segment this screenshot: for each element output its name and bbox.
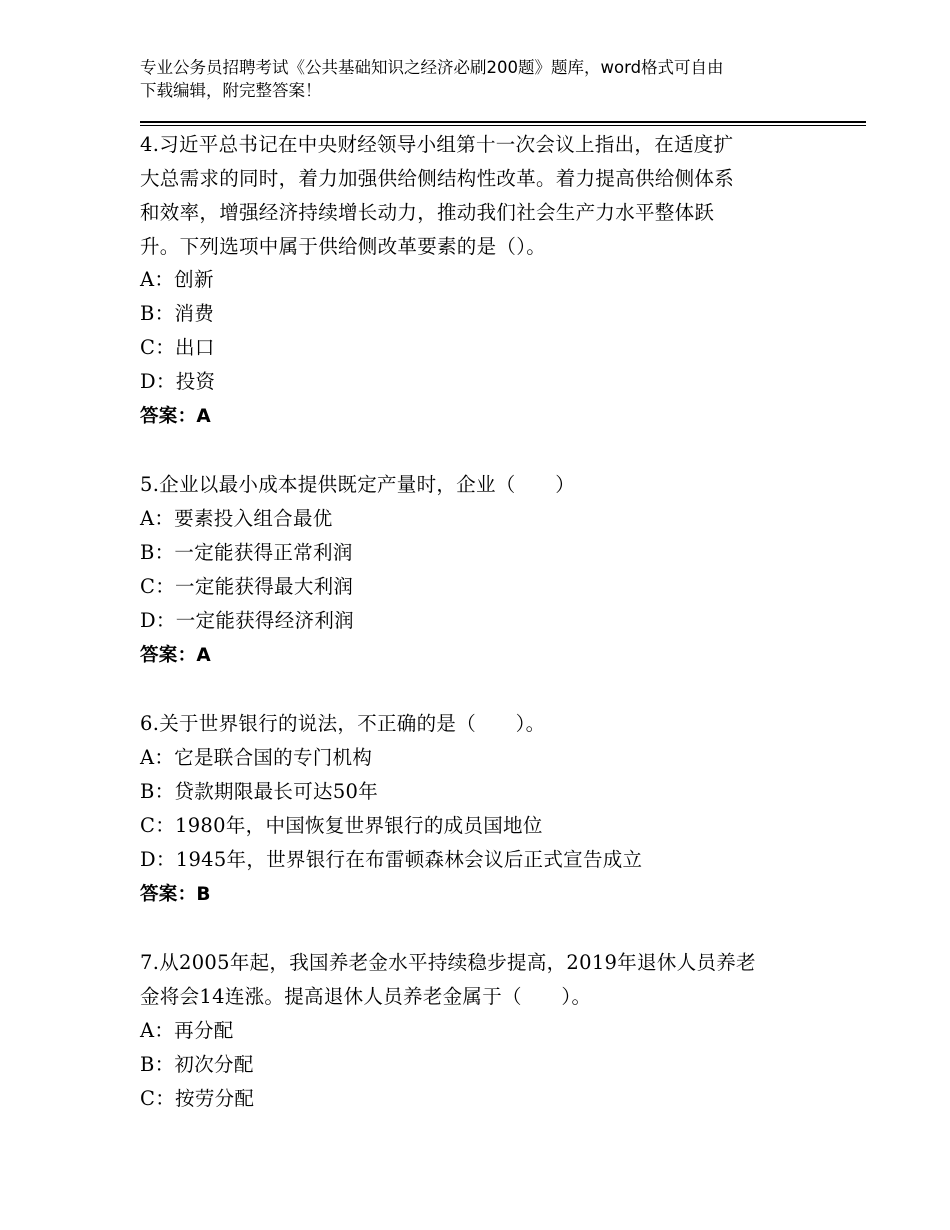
question-6-option-b: B：贷款期限最长可达50年 — [140, 780, 379, 803]
question-4-stem-line-3: 和效率，增强经济持续增长动力，推动我们社会生产力水平整体跃 — [140, 201, 715, 224]
question-4-answer: 答案：A — [140, 406, 212, 427]
question-4-stem-line-1: 4.习近平总书记在中央财经领导小组第十一次会议上指出，在适度扩 — [140, 133, 734, 156]
question-6-option-a: A：它是联合国的专门机构 — [140, 746, 373, 769]
question-6-option-c: C：1980年，中国恢复世界银行的成员国地位 — [140, 814, 543, 837]
question-5-option-c: C：一定能获得最大利润 — [140, 575, 354, 598]
question-4-option-c: C：出口 — [140, 336, 215, 359]
question-6-option-d: D：1945年，世界银行在布雷顿森林会议后正式宣告成立 — [140, 848, 643, 871]
question-6-stem-line-1: 6.关于世界银行的说法，不正确的是（ ）。 — [140, 712, 546, 735]
question-4-option-a: A：创新 — [140, 268, 214, 291]
question-4-stem-line-4: 升。下列选项中属于供给侧改革要素的是（）。 — [140, 235, 547, 258]
question-7-stem-line-2: 金将会14连涨。提高退休人员养老金属于（ ）。 — [140, 985, 592, 1008]
question-6-answer: 答案：B — [140, 884, 211, 905]
question-4-option-d: D：投资 — [140, 370, 216, 393]
question-7-stem-line-1: 7.从2005年起，我国养老金水平持续稳步提高，2019年退休人员养老 — [140, 951, 756, 974]
document-header — [140, 56, 820, 102]
question-5-option-b: B：一定能获得正常利润 — [140, 541, 353, 564]
question-7-option-a: A：再分配 — [140, 1019, 234, 1042]
question-5-option-d: D：一定能获得经济利润 — [140, 609, 354, 632]
question-7-option-c: C：按劳分配 — [140, 1087, 255, 1110]
question-5-stem-line-1: 5.企业以最小成本提供既定产量时，企业（ ） — [140, 473, 576, 496]
question-4-stem-line-2: 大总需求的同时，着力加强供给侧结构性改革。着力提高供给侧体系 — [140, 167, 735, 190]
question-7-option-b: B：初次分配 — [140, 1053, 254, 1076]
question-4-option-b: B：消费 — [140, 302, 215, 325]
header-divider — [140, 121, 866, 126]
question-5-answer: 答案：A — [140, 645, 212, 666]
header-line-1: 专业公务员招聘考试《公共基础知识之经济必刷200题》题库，word格式可自由 — [140, 58, 724, 77]
header-line-2: 下载编辑，附完整答案！ — [140, 81, 322, 100]
question-5-option-a: A：要素投入组合最优 — [140, 507, 333, 530]
